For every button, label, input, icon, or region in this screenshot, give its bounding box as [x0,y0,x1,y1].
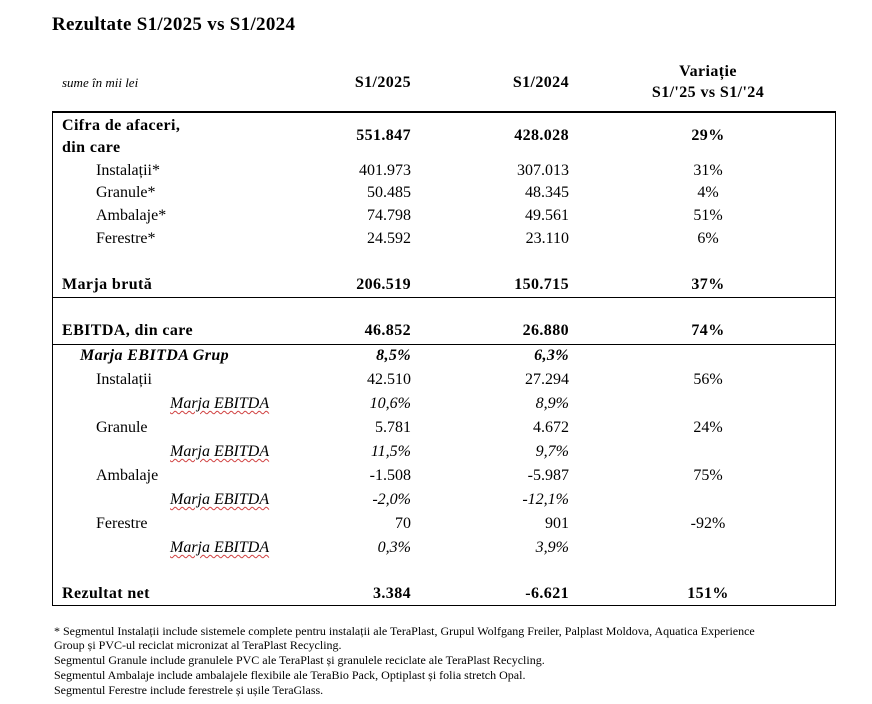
col-header-2024: S1/2024 [512,74,569,91]
col-header-variation: Variație [679,63,737,80]
marja-bruta-2024: 150.715 [514,276,569,293]
cifra-2025: 551.847 [356,127,411,144]
segment-2024: -5.987 [527,467,569,484]
segment-2025: 50.485 [367,184,411,201]
segment-2024: 23.110 [525,230,569,247]
segment-2025: 74.798 [367,207,411,224]
cifra-label-line2: din care [62,139,121,156]
table-right-border [835,111,836,606]
segment-margin-2025: -2,0% [372,491,411,508]
segment-margin-label: Marja EBITDA [170,443,270,460]
segment-label: Instalații* [96,162,160,179]
segment-2025: -1.508 [369,467,411,484]
cifra-2024: 428.028 [514,127,569,144]
segment-2025: 42.510 [367,371,411,388]
segment-margin-2025: 11,5% [370,443,411,460]
segment-2025: 70 [395,515,411,532]
segment-label: Granule* [96,184,156,201]
rezultat-net-label: Rezultat net [62,585,150,602]
segment-2024: 4.672 [533,419,569,436]
cifra-variation: 29% [691,127,725,144]
segment-2024: 307.013 [517,162,569,179]
ebitda-2025: 46.852 [364,322,411,339]
segment-margin-2024: -12,1% [522,491,569,508]
rezultat-net-variation: 151% [687,585,729,602]
segment-label: Ferestre* [96,230,156,247]
units-note: sume în mii lei [62,75,139,90]
marja-ebitda-grup-2024: 6,3% [534,347,569,364]
segment-variation: 24% [693,419,723,436]
segment-margin-label: Marja EBITDA [170,491,270,508]
rezultat-net-2025: 3.384 [373,585,411,602]
segment-margin-2024: 8,9% [535,395,569,412]
segment-2024: 49.561 [525,207,569,224]
ebitda-2024: 26.880 [522,322,569,339]
segment-margin-label: Marja EBITDA [170,539,270,556]
marja-bruta-2025: 206.519 [356,276,411,293]
cifra-label-line1: Cifra de afaceri, [62,117,181,134]
segment-label: Ambalaje* [96,207,167,224]
segment-variation: 75% [693,467,723,484]
footnote-instalatii-cont: Group și PVC-ul reciclat micronizat al TeraPlast Recycling. [54,638,342,652]
footnote-granule: Segmentul Granule include granulele PVC ale TeraPlast și granulele reciclate ale TeraPlast Recycling. [54,653,545,667]
footnote-instalatii: * Segmentul Instalații include sistemele complete pentru instalații ale TeraPlast, Grupul Wolfgang Freiler, Palplast Moldova, Aquatica Experience [54,624,755,638]
segment-label: Ambalaje [96,467,159,484]
marja-ebitda-grup-label: Marja EBITDA Grup [80,347,230,364]
segment-margin-2025: 0,3% [377,539,411,556]
segment-2025: 401.973 [359,162,411,179]
table-top-border [52,111,836,113]
divider-after-ebitda [52,344,836,345]
segment-label: Instalații [96,371,152,388]
marja-bruta-label: Marja brută [62,276,153,293]
segment-label: Ferestre [96,515,148,532]
marja-ebitda-grup-2025: 8,5% [376,347,411,364]
segment-variation: -92% [690,515,726,532]
segment-margin-label: Marja EBITDA [170,395,270,412]
marja-bruta-variation: 37% [691,276,725,293]
col-header-variation-period: S1/'25 vs S1/'24 [651,84,765,101]
segment-variation: 31% [693,162,723,179]
footnote-ambalaje: Segmentul Ambalaje include ambalajele flexibile ale TeraBio Pack, Optiplast și folia stretch Opal. [54,668,526,682]
page-title: Rezultate S1/2025 vs S1/2024 [52,14,296,35]
col-header-2025: S1/2025 [354,74,411,91]
segment-2025: 5.781 [375,419,411,436]
segment-variation: 6% [697,230,719,247]
segment-variation: 4% [697,184,719,201]
segment-2024: 901 [545,515,569,532]
segment-2025: 24.592 [367,230,411,247]
ebitda-variation: 74% [691,322,725,339]
rezultat-net-2024: -6.621 [525,585,569,602]
segment-2024: 27.294 [525,371,569,388]
footnote-ferestre: Segmentul Ferestre include ferestrele și ușile TeraGlass. [54,683,324,697]
table-left-border [52,111,53,606]
table-bottom-border [52,605,836,606]
segment-margin-2025: 10,6% [369,395,411,412]
segment-label: Granule [96,419,148,436]
segment-2024: 48.345 [525,184,569,201]
segment-margin-2024: 9,7% [535,443,569,460]
segment-variation: 51% [693,207,723,224]
segment-margin-2024: 3,9% [535,539,569,556]
segment-variation: 56% [693,371,723,388]
ebitda-label: EBITDA, din care [62,322,194,339]
divider-after-marja-bruta [52,297,836,298]
